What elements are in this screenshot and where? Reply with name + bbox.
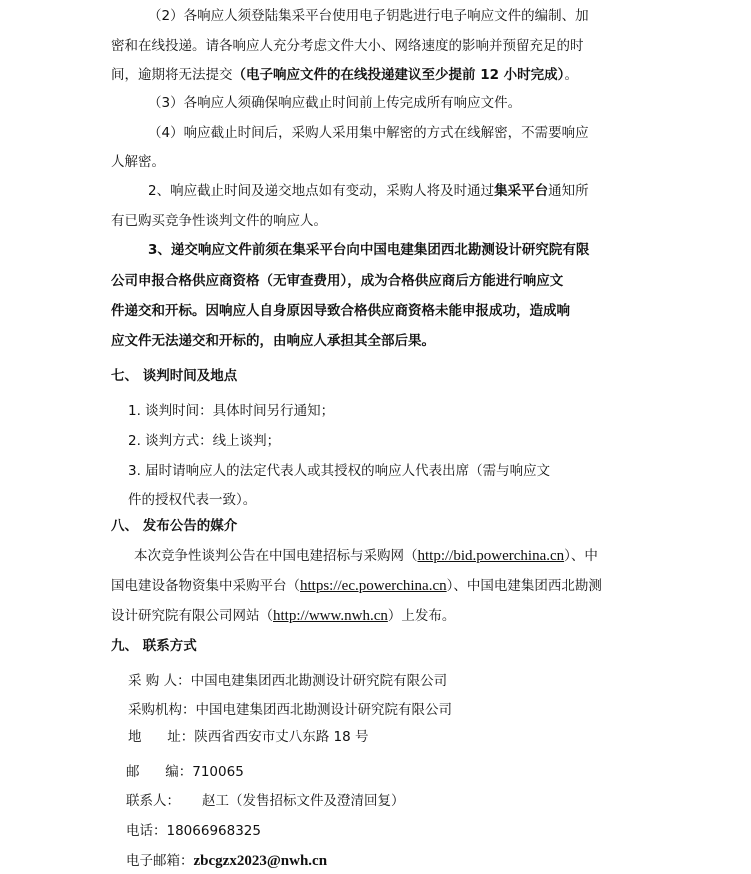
section-7-item-1: 1. 谈判时间：具体时间另行通知； bbox=[128, 403, 335, 419]
para-4-line-1: （4）响应截止时间后，采购人采用集中解密的方式在线解密，不需要响应 bbox=[148, 125, 589, 141]
section-8-heading: 八、 发布公告的媒介 bbox=[111, 518, 238, 534]
phone-value: 18066968325 bbox=[166, 823, 261, 839]
purchaser-row bbox=[128, 671, 447, 691]
agency-value: 中国电建集团西北勘测设计研究院有限公司 bbox=[195, 702, 452, 718]
item-2-text-a: 2、响应截止时间及递交地点如有变动，采购人将及时通过 bbox=[148, 183, 495, 199]
email-row bbox=[126, 851, 327, 871]
item-2-line-2: 有已购买竞争性谈判文件的响应人。 bbox=[111, 213, 327, 229]
item-3-line-3: 件递交和开标。因响应人自身原因导致合格供应商资格未能申报成功，造成响 bbox=[111, 303, 570, 319]
address-value: 陕西省西安市丈八东路 18 号 bbox=[194, 729, 369, 745]
para-4-line-2: 人解密。 bbox=[111, 154, 165, 170]
postcode-label: 邮 编： bbox=[126, 764, 193, 780]
section-8-line-1 bbox=[134, 546, 598, 566]
email-value[interactable]: zbcgzx2023@nwh.cn bbox=[193, 853, 328, 869]
section-7-item-2: 2. 谈判方式：线上谈判； bbox=[128, 433, 281, 449]
para-2-line-1: （2）各响应人须登陆集采平台使用电子钥匙进行电子响应文件的编制、加 bbox=[148, 8, 589, 24]
section-7-heading: 七、 谈判时间及地点 bbox=[111, 368, 238, 384]
deadline-advice: （电子响应文件的在线投递建议至少提前 12 小时完成） bbox=[232, 67, 565, 83]
address-label: 地 址： bbox=[128, 729, 195, 745]
item-3-line-1: 3、递交响应文件前须在集采平台向中国电建集团西北勘测设计研究院有限 bbox=[148, 242, 590, 258]
purchaser-value: 中国电建集团西北勘测设计研究院有限公司 bbox=[190, 673, 448, 689]
section-8-line-3-text-a: 设计研究院有限公司网站（ bbox=[111, 608, 273, 624]
para-2-line-3 bbox=[111, 65, 578, 85]
phone-label: 电话： bbox=[126, 823, 167, 839]
agency-row bbox=[128, 700, 452, 720]
section-8-line-3 bbox=[111, 606, 455, 626]
postcode-value: 710065 bbox=[192, 764, 244, 780]
item-3-line-2: 公司申报合格供应商资格（无审查费用），成为合格供应商后方能进行响应文 bbox=[111, 273, 564, 289]
section-9-heading: 九、 联系方式 bbox=[111, 638, 197, 654]
section-8-line-2-text-b: ）、中国电建集团西北勘测 bbox=[446, 578, 602, 594]
purchaser-label: 采 购 人： bbox=[128, 673, 191, 689]
section-8-line-1-text-a: 本次竞争性谈判公告在中国电建招标与采购网（ bbox=[134, 548, 418, 564]
platform-name: 集采平台 bbox=[494, 183, 549, 199]
section-7-item-3-line-2: 件的授权代表一致）。 bbox=[128, 492, 257, 508]
para-2-line-3-text: 间，逾期将无法提交 bbox=[111, 67, 233, 83]
item-2-text-b: 通知所 bbox=[548, 183, 589, 199]
contact-label: 联系人： bbox=[126, 793, 180, 809]
section-8-line-3-text-b: ）上发布。 bbox=[387, 608, 456, 624]
ec-powerchina-link[interactable]: https://ec.powerchina.cn bbox=[300, 578, 447, 594]
contact-row bbox=[126, 791, 405, 811]
para-2-line-2: 密和在线投递。请各响应人充分考虑文件大小、网络速度的影响并预留充足的时 bbox=[111, 38, 584, 54]
section-7-item-3-line-1: 3. 届时请响应人的法定代表人或其授权的响应人代表出席（需与响应文 bbox=[128, 463, 551, 479]
bid-powerchina-link[interactable]: http://bid.powerchina.cn bbox=[417, 548, 565, 564]
item-3-line-4: 应文件无法递交和开标的，由响应人承担其全部后果。 bbox=[111, 333, 435, 349]
agency-label: 采购机构： bbox=[128, 702, 196, 718]
nwh-link[interactable]: http://www.nwh.cn bbox=[273, 608, 388, 624]
email-label: 电子邮箱： bbox=[126, 853, 194, 869]
item-2-line-1 bbox=[148, 181, 589, 201]
address-row bbox=[128, 727, 369, 747]
para-3-line-1: （3）各响应人须确保响应截止时间前上传完成所有响应文件。 bbox=[148, 95, 522, 111]
postcode-row bbox=[126, 762, 244, 782]
section-8-line-1-text-b: ）、中 bbox=[564, 548, 598, 564]
contact-value: 赵工（发售招标文件及澄清回复） bbox=[202, 793, 405, 809]
para-2-line-3-end: 。 bbox=[564, 67, 578, 83]
section-8-line-2-text-a: 国电建设备物资集中采购平台（ bbox=[111, 578, 300, 594]
phone-row bbox=[126, 821, 261, 841]
section-8-line-2 bbox=[111, 576, 602, 596]
